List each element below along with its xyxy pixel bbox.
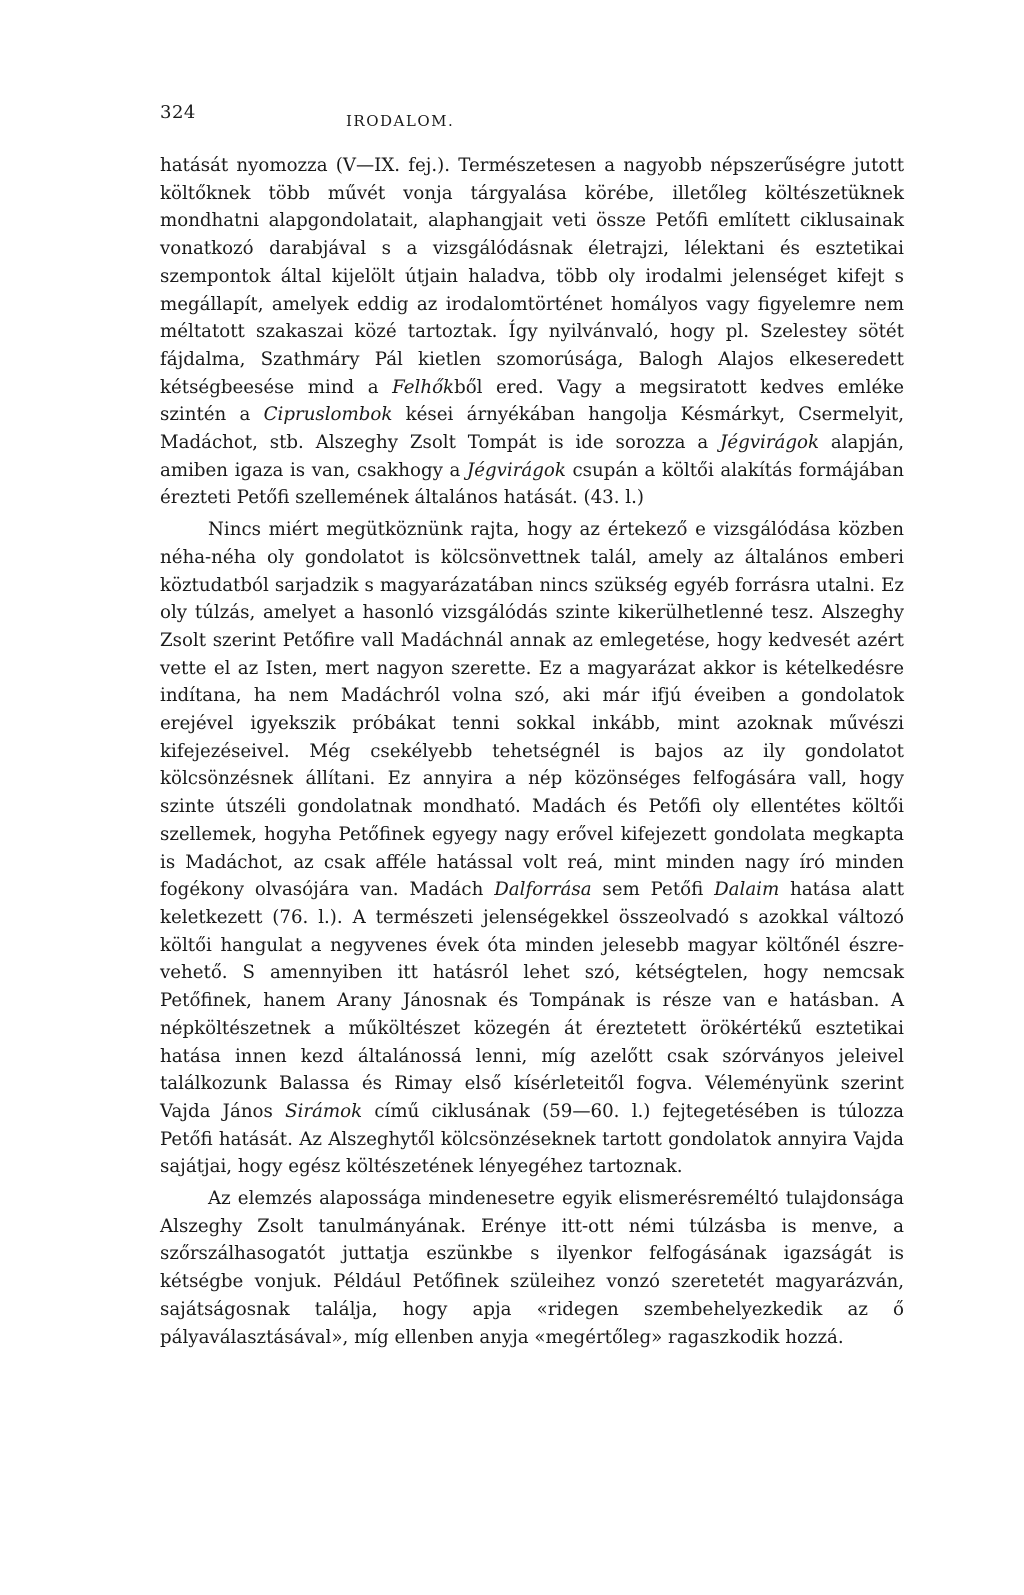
text-segment: kései árnyékában hangolja Késmárkyt, Csermelyit, Madáchot, stb. Alszeghy Zsolt Tompát is ide sorozza a bbox=[160, 404, 905, 454]
paragraph-1 bbox=[160, 152, 904, 512]
italic-title-segment: Sirámok bbox=[285, 1100, 363, 1122]
italic-title-segment: Jégvirágok bbox=[466, 459, 566, 481]
text-segment: sem Petőfi bbox=[591, 879, 715, 901]
text-segment: Nincs miért megütköznünk rajta, hogy az értekező e vizsgálódása közben néha-néha oly gondolatot is kölcsönvettnek talál, amely az általános emberi köztudatból sarjadzik s magyarázatában nincs szükség egyéb forrásra utalni. Ez oly túlzás, amelyet a hasonló vizsgálódás szinte kikerülhetlenné tesz. Alszeghy Zsolt szerint Petőfire vall Madáchnál annak az emlegetése, hogy kedvesét azért vette el az Isten, mert nagyon szerette. Ez a magyarázat akkor is kételkedésre indítana, ha nem Madáchról volna szó, aki már ifjú éveiben a gondolatok erejével igyekszik próbákat tenni sokkal inkább, mint azoknak művészi kifejezéseivel. Még csekélyebb tehetségnél is bajos az ily gondolatot kölcsönzésnek állítani. Ez annyira a nép közönséges felfogására vall, hogy szinte útszéli gondolatnak mondható. Madách és Petőfi oly ellentétes költői szellemek, hogyha Petőfinek egyegy nagy erővel kifejezett gondolata megkapta is Madáchot, az csak afféle hatással volt reá, mint minden nagy író minden fogékony olvasójára van. Madách bbox=[160, 519, 904, 901]
running-title: IRODALOM. bbox=[346, 112, 455, 130]
text-segment: alapján, amiben igaza is van, csakhogy a bbox=[160, 432, 905, 481]
text-segment: Az elemzés alapossága mindenesetre egyik elismerésreméltó tulajdonsága Alszeghy Zsolt tanulmányának. Erénye itt-ott némi túlzásba is menve, a szőrszálhasogatót juttatja eszünkbe s ilyenkor felfogásának igazságát is kétségbe vonjuk. Például Petőfinek szüleihez vonzó szeretetét magyarázván, sajátságosnak találja, hogy apja «ridegen szembehelyezkedik az ő pályaválasztásával», míg ellenben anyja «megértőleg» ragaszkodik hozzá. bbox=[160, 1188, 904, 1348]
text-segment: hatását nyomozza (V—IX. fej.). Természetesen a nagyobb népszerűségre jutott költőknek több művét vonja tárgyalása körébe, illetőleg költészetüknek mondhatni alapgondolatait, alaphangjait veti össze Petőfi említett ciklusainak vonatkozó darabjával s a vizsgálódásnak életrajzi, lélektani és esztetikai szempontok által kijelölt útjain haladva, több oly irodalmi jelenséget kifejt s megállapít, amelyek eddig az irodalomtörténet homályos vagy figyelemre nem méltatott szakaszai közé tartoztak. Így nyilvánvaló, hogy pl. Szelestey sötét fájdalma, Szathmáry Pál kietlen szomorúsága, Balogh Alajos elkeseredett kétségbeesése mind a bbox=[160, 155, 904, 398]
italic-title-segment: Felhők bbox=[392, 376, 455, 398]
paragraph-3 bbox=[160, 1185, 904, 1351]
italic-title-segment: Dalaim bbox=[714, 879, 780, 901]
italic-title-segment: Jégvirágok bbox=[720, 432, 819, 454]
italic-title-segment: Dalforrása bbox=[494, 879, 592, 901]
page-number: 324 bbox=[160, 102, 196, 123]
text-segment: ből ered. Vagy a megsiratott kedves emléke szintén a bbox=[160, 376, 904, 426]
italic-title-segment: Cipruslombok bbox=[263, 404, 393, 426]
running-head bbox=[160, 102, 904, 132]
text-segment: hatása alatt keletkezett (76. l.). A természeti jelenségekkel összeolvadó s azokkal változó költői hangulat a negyvenes évek óta minden jelesebb magyar költőnél észrevehető. S amennyiben itt hatásról lehet szó, kétségtelen, hogy nemcsak Petőfinek, hanem Arany Jánosnak és Tompának is része van e hatásban. A népköltészetnek a műköltészet közegén át éreztetett örökértékű esztetikai hatása innen kezd általánossá lenni, míg azelőtt csak szórványos jeleivel találkozunk Balassa és Rimay első kísérleteitől fogva. Véleményünk szerint Vajda János bbox=[160, 879, 905, 1122]
paragraph-2 bbox=[160, 516, 904, 1181]
text-segment: csupán a költői alakítás formájában érezteti Petőfi szellemének általános hatását. (43. l.) bbox=[160, 459, 904, 509]
text-segment: című ciklusának (59—60. l.) fejtegetésében is túlozza Petőfi hatását. Az Alszeghytől kölcsönzéseknek tartott gondolatok annyira Vajda sajátjai, hogy egész költészetének lényegéhez tartoznak. bbox=[160, 1100, 904, 1178]
body-text bbox=[160, 152, 904, 1351]
